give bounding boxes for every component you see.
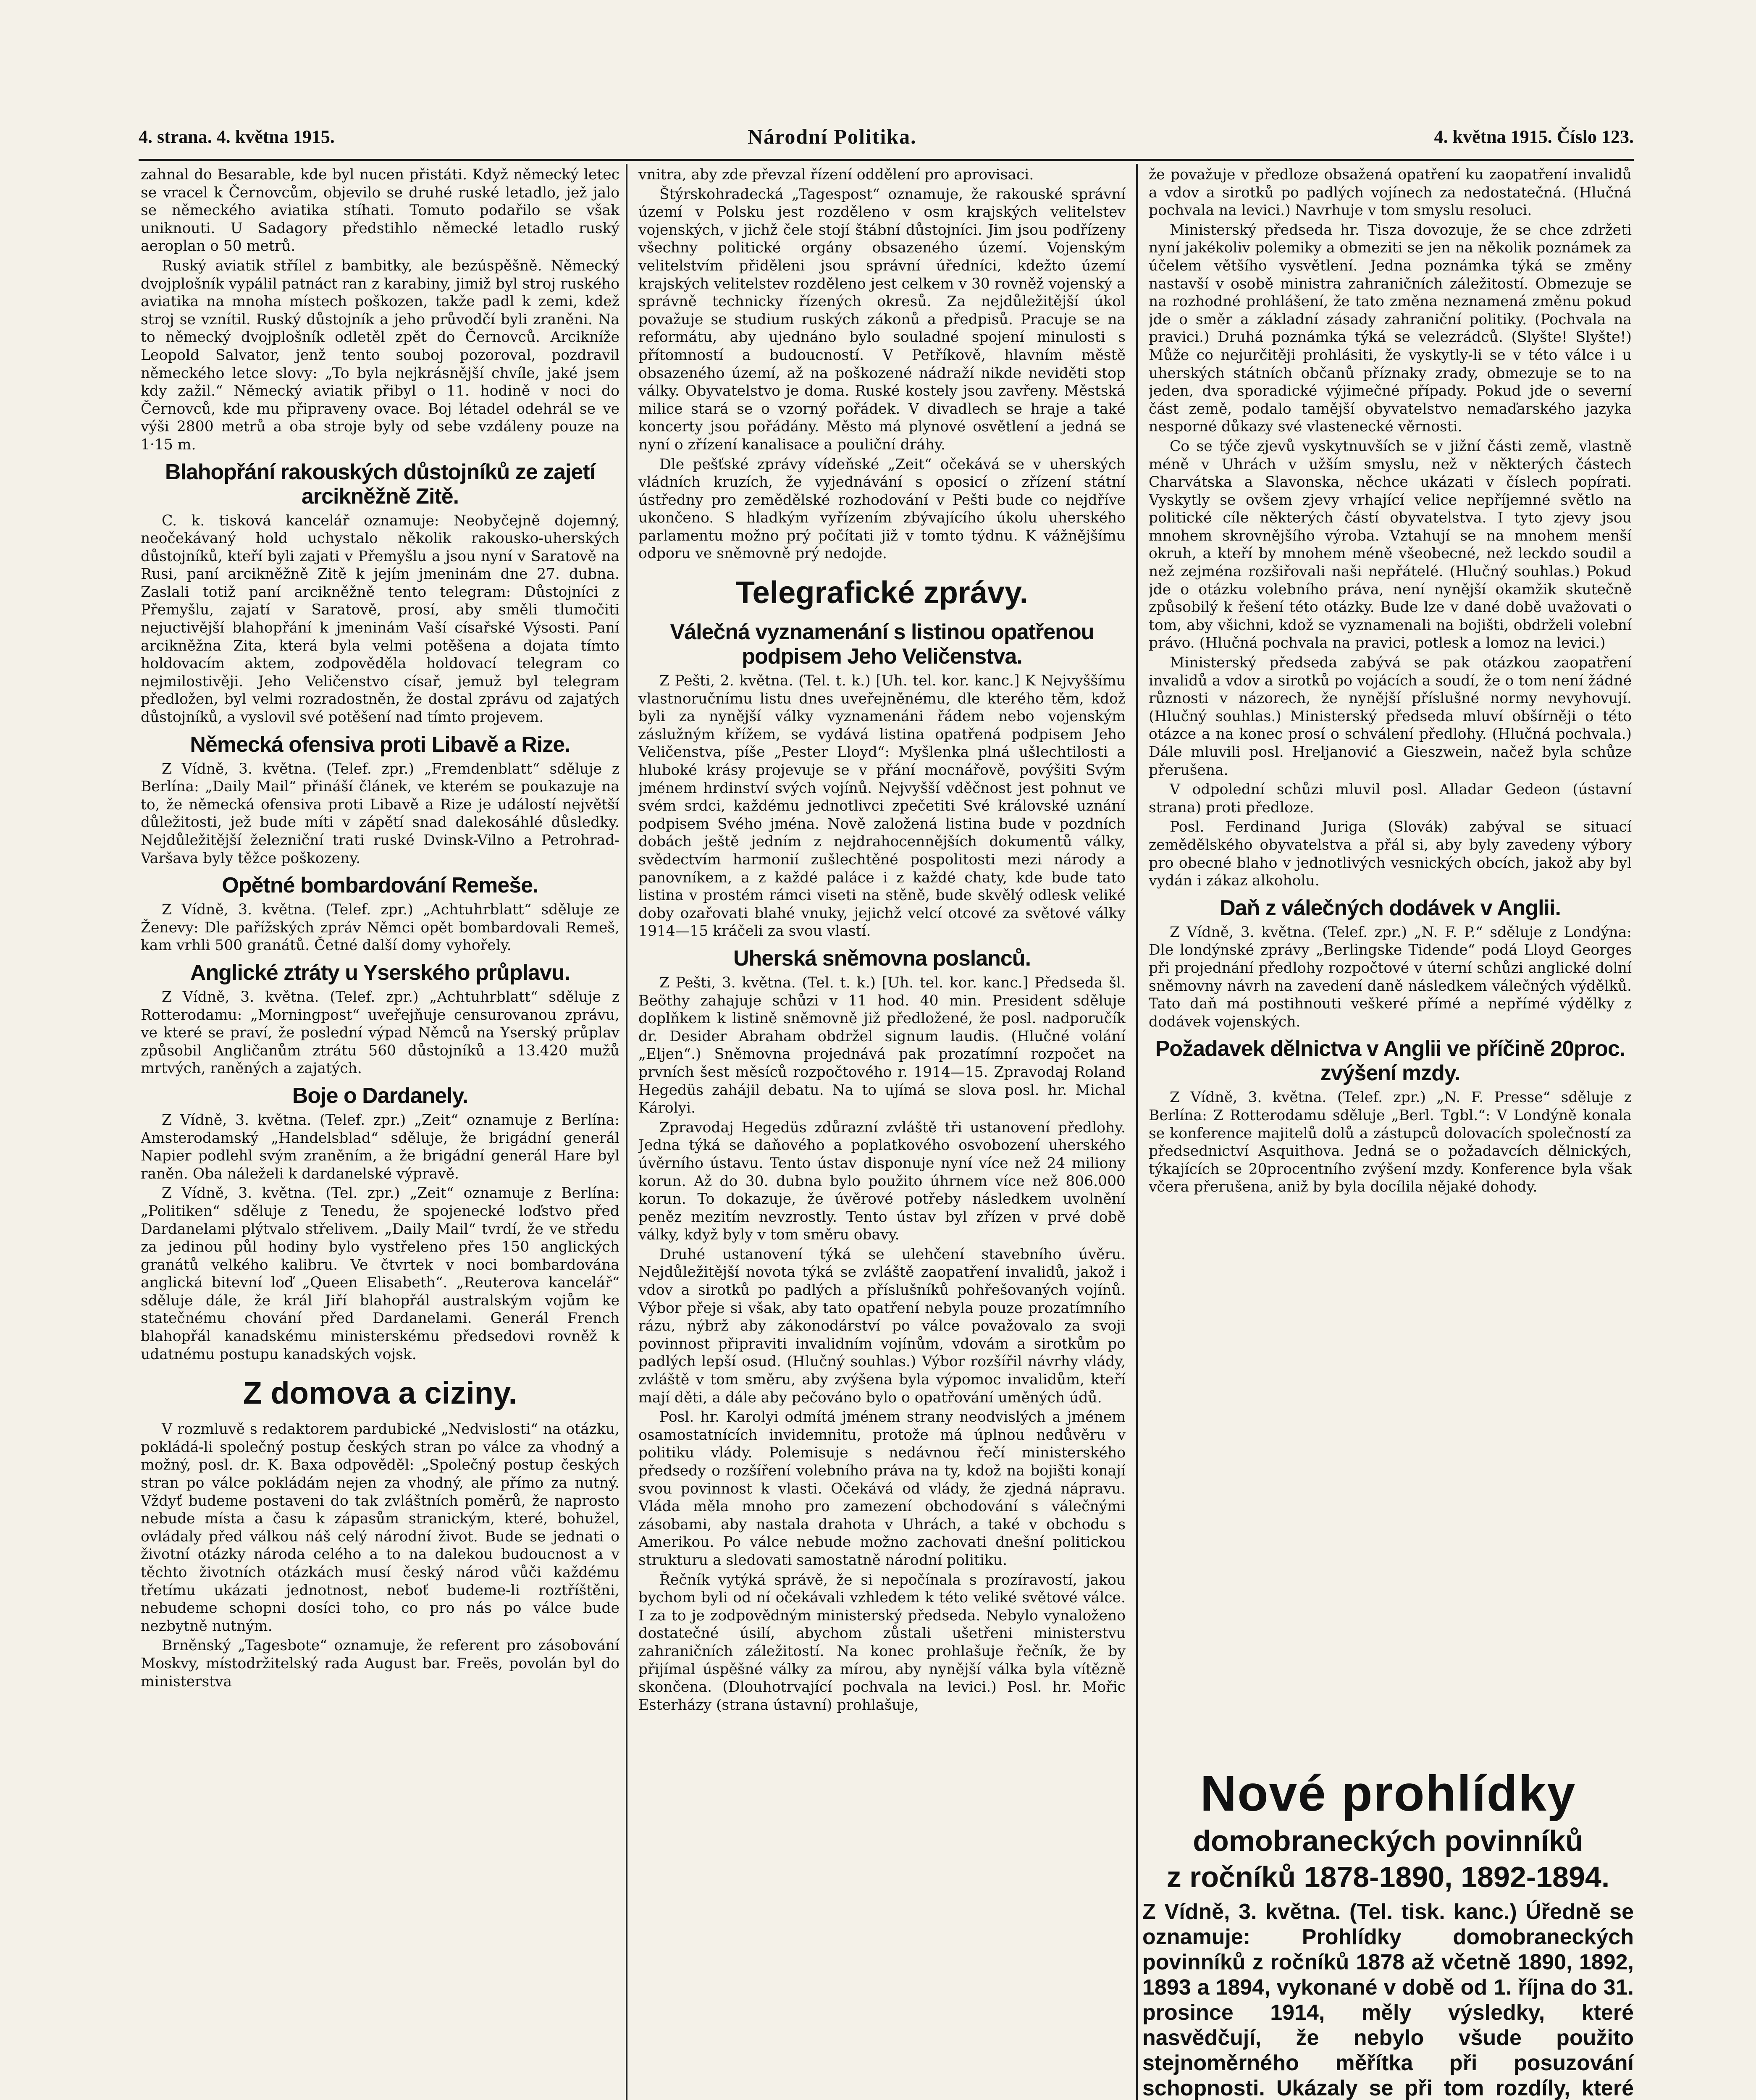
section-heading: Z domova a ciziny. — [243, 1376, 517, 1411]
paragraph: Ruský aviatik střílel z bambitky, ale bezúspěšně. Německý dvojplošník vypálil patnáct ran z karabiny, jimiž byl stroj ruského aviatika na mnoha místech poškozen, takže padl k zemi, kdež stroj se vznítil. Ruský důstojník a jeho průvodčí byli zraněni. Na to německý dvojplošník odletěl zpět do Černovců. Arcikníže Leopold Salvator, jenž tento souboj pozoroval, pozdravil německého letce slovy: „To byla nejkrásnější chvíle, jaké jsem kdy zažil.“ Německý aviatik přibyl o 11. hodině v noci do Černovců, kde mu připraveny ovace. Boj létadel odehrál se ve výši 2800 metrů a oba stroje byly od sebe vzdáleny pouze na 1·15 m. — [141, 257, 619, 453]
paragraph: Z Pešti, 2. května. (Tel. t. k.) [Uh. tel. kor. kanc.] K Nejvyššímu vlastnoručnímu listu dnes uveřejněnému, dle kterého těm, kdož byli za nynější války vyznamenáni řádem nebo vojenským záslužným křížem, se vydává listina opatřená podpisem Jeho Veličenstva, píše „Pester Lloyd“: Myšlenka plná ušlechtilosti a hluboké krásy projevuje se v přání mocnářově, povýšiti Svým jménem hrdinství svých vojínů. Nejvyšší vděčnost jest pohnut ve svém srdci, každému jednotlivci zpečetiti Své královské uznání podpisem Svého jména. Nově založená listina bude v pozdních dobách ještě jedním z nejdrahocennějších dokumentů války, svědectvím harmonií zušlechtěné pospolitosti mezi národy a panovníkem, a z každé paláce i z každé chaty, kde bude tato listina v prostém rámci viseti na stěně, bude skvělý odlesk veliké doby ozařovati blahé vnuky, jejichž velcí otcové za světové války 1914—15 kráčeli za svou vlastí. — [638, 672, 1126, 940]
page-header — [139, 126, 1634, 153]
article-heading: Uherská sněmovna poslanců. — [733, 946, 1031, 971]
paragraph: V rozmluvě s redaktorem pardubické „Nedvislosti“ na otázku, pokládá-li společný postup českých stran po válce za vhodný a možný, posl. dr. K. Baxa odpověděl: „Společný postup českých stran po válce pokládám nejen za vhodný, ale přímo za nutný. Vždyť budeme postaveni do tak zvláštních poměrů, že naprosto nebude místa a času k zápasům stranickým, které, bohužel, ovládaly před válkou náš celý národní život. Bude se jednati o životní otázky národa celého a to na dalekou budoucnost a v těchto životních otázkách musí český národ vůči každému třetímu ukázati jednotnost, neboť budeme-li roztříštěni, nebudeme schopni dosíci toho, co pro nás po válce bude nezbytně nutným. — [141, 1421, 619, 1635]
notice-title: Nové prohlídky — [1200, 1765, 1576, 1822]
column-3 — [1149, 166, 1632, 1758]
paragraph: vnitra, aby zde převzal řízení oddělení pro aprovisaci. — [638, 166, 1034, 183]
masthead-title: Národní Politika. — [748, 125, 917, 148]
official-notice — [1142, 1764, 1634, 2100]
notice-body: Z Vídně, 3. května. (Tel. tisk. kanc.) Úředně se oznamuje: Prohlídky domobraneckých povinníků z ročníků 1878 až včetně 1890, 1892, 1893 a 1894, vykonané v době od 1. října do 31. prosince 1914, měly výsledky, které nasvědčují, že nebylo všude použito stejnoměrného měřítka při posuzování schopnosti. Ukázaly se při tom rozdíly, které — [1142, 1900, 1634, 2100]
article-heading: Požadavek dělnictva v Anglii ve příčině 20proc. zvýšení mzdy. — [1155, 1037, 1625, 1086]
column-1 — [141, 166, 619, 2100]
article-heading: Německá ofensiva proti Libavě a Rize. — [190, 732, 570, 757]
paragraph: Z Vídně, 3. května. (Telef. zpr.) „Achtuhrblatt“ sděluje z Rotterodamu: „Morningpost“ uveřejňuje censurovanou zprávu, ve které se praví, že poslední výpad Němců na Yserský průplav způsobil Angličanům ztrátu 560 důstojníků a 13.420 mužů mrtvých, raněných a zajatých. — [141, 988, 619, 1077]
paragraph: Posl. Ferdinand Juriga (Slovák) zabýval se situací zemědělského obyvatelstva a přál si, aby byly zavedeny výbory pro obecné blaho v jednotlivých vesnických obcích, jakož aby byl vydán i zákaz alkoholu. — [1149, 819, 1632, 890]
notice-subtitle: domobraneckých povinníků — [1193, 1824, 1583, 1857]
article-heading: Daň z válečných dodávek v Anglii. — [1220, 895, 1561, 920]
paragraph: Z Vídně, 3. května. (Telef. zpr.) „Fremdenblatt“ sděluje z Berlína: „Daily Mail“ přináší článek, ve kterém se poukazuje na to, že německá ofensiva proti Libavě a Rize je událostí největší důležitosti, jež bude míti v zápětí snad dalekosáhlé důsledky. Nejdůležitější železniční trati ruské Dvinsk-Vilno a Petrohrad-Varšava byly těžce poškozeny. — [141, 760, 619, 867]
column-divider — [626, 164, 627, 2100]
paragraph: že považuje v předloze obsažená opatření ku zaopatření invalidů a vdov a sirotků po padlých vojínech za nedostatečná. (Hlučná pochvala na levici.) Navrhuje v tom smyslu resoluci. — [1149, 166, 1632, 219]
paragraph: Druhé ustanovení týká se ulehčení stavebního úvěru. Nejdůležitější novota týká se zvláště zaopatření invalidů, jakož i vdov a sirotků po padlých a příslušníků pohřešovaných vojínů. Výbor přeje si však, aby tato opatření nebyla pouze prozatímního rázu, nýbrž aby zákonodárství po válce považovalo za svoji povinnost připraviti invalidním vojínům, vdovám a sirotkům po padlých lepší osud. (Hlučný souhlas.) Výbor rozšířil návrhy vlády, zvláště v tom směru, aby zvýšena byla výpomoc invalidům, kteří mají děti, a dále aby pečováno bylo o opatřování uměných údů. — [638, 1246, 1126, 1406]
paragraph: Z Vídně, 3. května. (Tel. zpr.) „Zeit“ oznamuje z Berlína: „Politiken“ sděluje z Tenedu, že spojenecké loďstvo před Dardanelami plýtvalo střelivem. „Daily Mail“ tvrdí, že ve středu za jedinou půl hodiny bylo vystřeleno přes 150 anglických granátů velkého kalibru. Ve čtvrtek v noci bombardována anglická bitevní loď „Queen Elisabeth“. „Reuterova kancelář“ sděluje dále, že král Jiří blahopřál australským vojům ke statečnému chování před Dardanelami. Generál French blahopřál kanadskému ministerskému předsedovi rovněž k udatnému postupu kanadských vojsk. — [141, 1185, 619, 1363]
paragraph: Brněnský „Tagesbote“ oznamuje, že referent pro zásobování Moskvy, místodržitelský rada August bar. Freës, povolán byl do ministerstva — [141, 1637, 619, 1690]
paragraph: Ministerský předseda hr. Tisza dovozuje, že se chce zdržeti nyní jakékoliv polemiky a obmeziti se jen na několik poznámek za účelem většího vysvětlení. Jedna poznámka týká se změny nastavší v osobě ministra zahraničních záležitostí. Obmezuje se na rozhodné prohlášení, že tato změna neznamená změnu pokud jde o směr a základní zásady zahraniční politiky. (Pochvala na pravici.) Druhá poznámka týká se velezrádců. (Slyšte! Slyšte!) Může co nejurčitěji prohlásiti, že vyskytly-li se v této válce i u uherských státních občanů příznaky zrady, obmezuje se to na jeden, dva sporadické výjimečné případy. Pokud jde o severní část země, podalo tamější obyvatelstvo nemaďarského jazyka nesporné důkazy své vlastenecké věrnosti. — [1149, 221, 1632, 436]
header-page-date: 4. strana. 4. května 1915. — [139, 126, 335, 147]
paragraph: Z Pešti, 3. května. (Tel. t. k.) [Uh. tel. kor. kanc.] Předseda šl. Beöthy zahajuje schůzi v 11 hod. 40 min. President sděluje doplňkem k listině sněmovně již předložené, že posl. nadporučík dr. Desider Abraham obdržel signum laudis. (Hlučné volání „Eljen“.) Sněmovna projednává pak prozatímní rozpočet na prvních šest měsíců rozpočtového r. 1914—15. Zpravodaj Roland Hegedüs zahájil debatu. Na to ujímá se slova posl. hr. Michal Károlyi. — [638, 974, 1126, 1117]
article-heading: Opětné bombardování Remeše. — [222, 873, 538, 898]
column-2 — [638, 166, 1126, 2100]
paragraph: Dle pešťské zprávy vídeňské „Zeit“ očekává se v uherských vládních kruzích, že vyjednávání s oposicí o zřízení státní ústředny pro zemědělské rozhodování v Pešti bude co nejdříve ukončeno. S hladkým vyřízením zbývajícího úkolu uherského parlamentu možno prý počítati již v tomto týdnu. K vážnějšímu odporu ve sněmovně prý nedojde. — [638, 456, 1126, 562]
paragraph: Zpravodaj Hegedüs zdůrazní zvláště tři ustanovení předlohy. Jedna týká se daňového a poplatkového osvobození uherského úvěrního ústavu. Tento ústav disponuje nyní více než 24 miliony korun. Až do 30. dubna bylo použito úhrnem více než 806.000 korun. To dokazuje, že úvěrové potřeby následkem uvolnění peněz mezitím nevzrostly. Tento ústav byl zřízen v prvé době války, když byly v tom směru obavy. — [638, 1119, 1126, 1244]
paragraph: Z Vídně, 3. května. (Telef. zpr.) „N. F. Presse“ sděluje z Berlína: Z Rotterodamu sděluje „Berl. Tgbl.“: V Londýně konala se konference majitelů dolů a zástupců dolovacích společností za předsednictví Asquithova. Jedná se o požadavcích dělnických, týkajících se 20procentního zvýšení mzdy. Konference byla však včera přerušena, aniž by byla docílila nějaké dohody. — [1149, 1089, 1632, 1196]
paragraph: Z Vídně, 3. května. (Telef. zpr.) „N. F. P.“ sděluje z Londýna: Dle londýnské zprávy „Berlingske Tidende“ podá Lloyd Georges při projednání předlohy rozpočtové v úterní schůzi anglické dolní sněmovny návrh na zavedení daně následkem válečných výdělků. Tato daň má postihnouti veškeré přímé a nepřímé výdělky z dodávek vojenských. — [1149, 924, 1632, 1030]
paragraph: V odpolední schůzi mluvil posl. Alladar Gedeon (ústavní strana) proti předloze. — [1149, 781, 1632, 816]
paragraph: Ministerský předseda zabývá se pak otázkou zaopatření invalidů a vdov a sirotků po vojácích a soudí, že o tom není žádné různosti v názorech, že nynější příslušné normy nevyhovují. (Hlučný souhlas.) Ministerský předseda mluví obšírněji o této otázce a na konec prosí o schválení předlohy. (Hlučná pochvala.) Dále mluvili posl. Hreljanović a Gieszwein, načež byla schůze přerušena. — [1149, 654, 1632, 779]
paragraph: zahnal do Besarable, kde byl nucen přistáti. Když německý letec se vracel k Černovcům, objevilo se druhé ruské letadlo, jež jalo se německého aviatika stíhati. Tomuto podařilo se však uniknouti. U Sadagory předstihlo německé letadlo ruský aeroplan o 50 metrů. — [141, 166, 619, 255]
paragraph: Řečník vytýká správě, že si nepočínala s prozíravostí, jakou bychom byli od ní očekávali vzhledem k této veliké světové válce. I za to je zodpovědným ministerský předseda. Nebylo vynaloženo dostatečné úsilí, abychom zůstali ušetřeni ministerstvu zahraničních záležitostí. Na konec prohlašuje řečník, že by přijímal úspěšné války za mírou, aby nynější válka byla vítězně skončena. (Dlouhotrvající pochvala na levici.) Posl. hr. Mořic Esterházy (strana ústavní) prohlašuje, — [638, 1571, 1126, 1714]
section-heading: Telegrafické zprávy. — [735, 575, 1029, 610]
article-heading: Anglické ztráty u Yserského průplavu. — [190, 960, 570, 985]
paragraph: Z Vídně, 3. května. (Telef. zpr.) „Zeit“ oznamuje z Berlína: Amsterodamský „Handelsblad“ sděluje, že brigádní generál Napier podlehl svým zraněním, a že brigádní generál Hare byl raněn. Oba náleželi k dardanelské výpravě. — [141, 1111, 619, 1182]
article-heading: Blahopřání rakouských důstojníků ze zajetí arcikněžně Zitě. — [165, 459, 596, 509]
article-heading: Boje o Dardanely. — [292, 1083, 468, 1108]
column-divider — [1136, 164, 1138, 2100]
notice-subtitle: z ročníků 1878-1890, 1892-1894. — [1166, 1861, 1610, 1893]
paragraph: Štýrskohradecká „Tagespost“ oznamuje, že rakouské správní území v Polsku jest rozděleno v osm krajských velitelstev vojenských, v jichž čele stojí štábní důstojníci. Jim jsou podřízeny všechny politické orgány obsazeného území. Vojenským velitelstvím přiděleni jsou správní úředníci, kdežto území krajských velitelstev rozděleno jest celkem v 30 rovněž vojenský a správně technicky řízených okresů. Za nejdůležitější úkol považuje se studium ruských zákonů a předpisů. Pracuje se na reformátu, aby ujednáno bylo souladné spojení minulosti s přítomností a budoucností. V Petříkově, hlavním městě obsazeného území, až na poškozené nádraží nikde neviděti stop války. Obyvatelstvo je doma. Ruské kostely jsou zavřeny. Městská milice stará se o vzorný pořádek. V divadlech se hraje a také koncerty jsou pořádány. Město má plynové osvětlení a jedná se nyní o zřízení kanalisace a pouliční dráhy. — [638, 186, 1126, 453]
paragraph: C. k. tisková kancelář oznamuje: Neobyčejně dojemný, neočekávaný hold uchystalo několik rakousko-uherských důstojníků, kteří byli zajati v Přemyšlu a jsou nyní v Saratově na Rusi, paní arcikněžně Zitě k jejím jmeninám dne 27. dubna. Zaslali totiž paní arcikněžně tento telegram: Důstojníci z Přemyšlu, zajatí v Saratově, prosí, aby směli tlumočiti nejuctivější blahopřání k jmeninám Vaší císařské Výsosti. Paní arcikněžna Zita, která byla velmi potěšena a dojata tímto holdovacím aktem, zodpověděla holdovací telegram co nejmilostivěji. Jeho Veličenstvo císař, jemuž byl telegram předložen, byl velmi rozradostněn, že dostal zprávu od zajatých důstojníků, a vyslovil své potěšení nad tímto projevem. — [141, 512, 619, 726]
paragraph: Posl. hr. Karolyi odmítá jménem strany neodvislých a jménem osamostatnících invidemnitu, protože má úplnou nedůvěru v politiku vlády. Polemisuje s nedávnou řečí ministerského předsedy o rozšíření volebního práva na ty, kdož na bojišti konají svou povinnost k vlasti. Očekává od vlády, že zjedná nápravu. Vláda měla mnoho pro zamezení obchodování s válečnými zásobami, aby nastala drahota v Uhrách, a také v obchodu s Amerikou. Po válce nebude možno zachovati dnešní politickou strukturu a sledovati samostatně národní politiku. — [638, 1409, 1126, 1569]
paragraph: Co se týče zjevů vyskytnuvších se v jižní části země, vlastně méně v Uhrách v užším smyslu, než v některých částech Charvátska a Slavonska, něchce ukázati v číslech popírati. Vyskytly se ovšem zjevy vrhající velice nepříjemné světlo na politické cíle některých částí obyvatelstva. I tyto zjevy jsou mnohem skrovnějšího výroba. Vztahují se na mnohem menší okruh, a kteří by mnohem méně všeobecné, než leckdo soudil a než zejména rozšiřovali naši nepřátelé. (Hlučný souhlas.) Pokud jde o otázku volebního práva, není nynější okamžik skutečně způsobilý k řešení této otázky. Bude lze v dané době uvažovati o tom, aby všichni, kdož se vyznamenali na bojišti, obdrželi volební právo. (Hlučná pochvala na pravici, potlesk a lomoz na levici.) — [1149, 438, 1632, 652]
header-rule — [139, 159, 1634, 161]
header-issue-number: 4. května 1915. Číslo 123. — [1434, 126, 1634, 147]
paragraph: Z Vídně, 3. května. (Telef. zpr.) „Achtuhrblatt“ sděluje ze Ženevy: Dle pařížských zpráv Němci opět bombardovali Remeš, kam vrhli 500 granátů. Četné další domy vyhořely. — [141, 901, 619, 954]
article-heading: Válečná vyznamenání s listinou opatřenou podpisem Jeho Veličenstva. — [670, 620, 1094, 669]
